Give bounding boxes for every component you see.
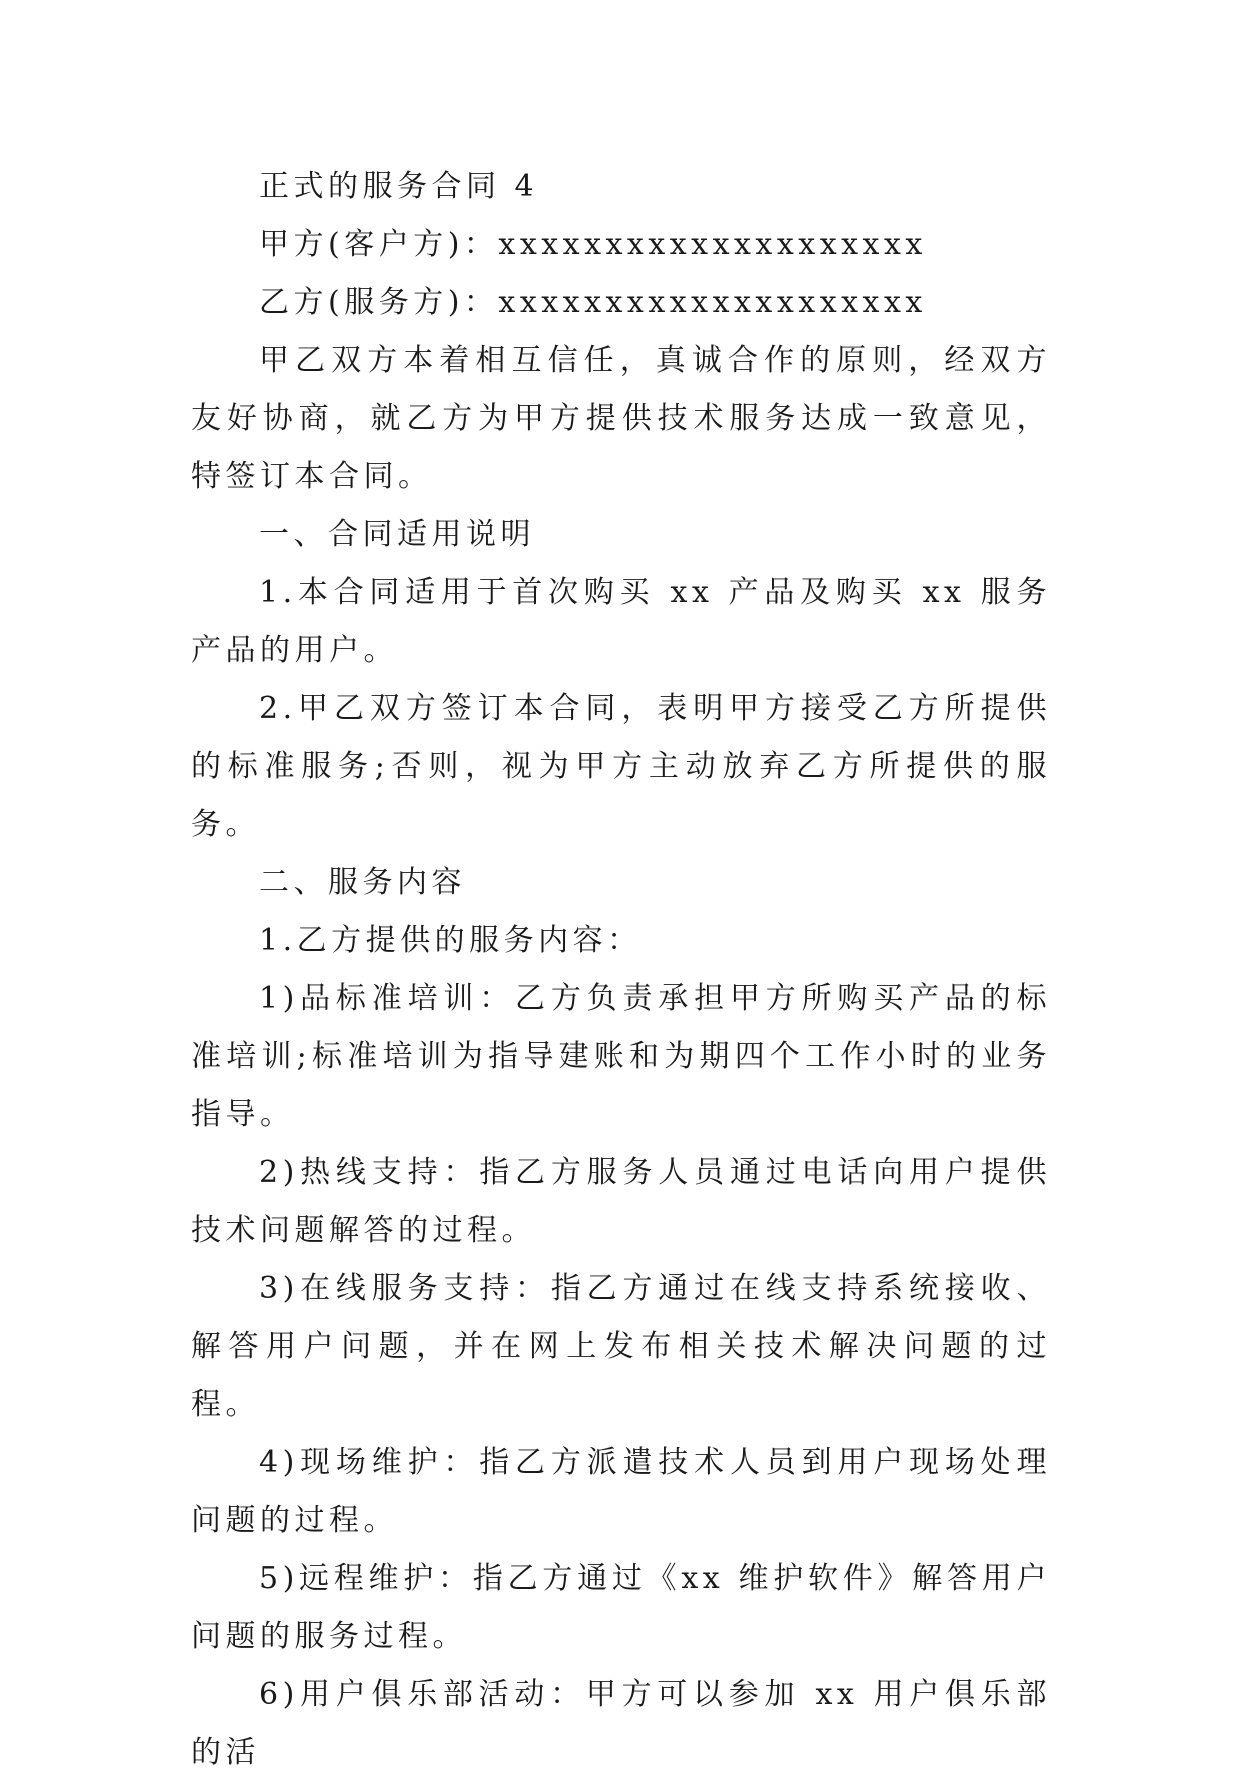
clause-paragraph: 1.乙方提供的服务内容： [259,923,642,958]
sub-clause-paragraph: 3)在线服务支持：指乙方通过在线支持系统接收、解答用户问题，并在网上发布相关技术解决问题的过程。 [191,1271,1051,1422]
sub-clause-paragraph: 5)远程维护：指乙方通过《xx 维护软件》解答用户问题的服务过程。 [191,1561,1051,1654]
sub-clause-paragraph: 1)品标准培训：乙方负责承担甲方所购买产品的标准培训;标准培训为指导建账和为期四个工作小时的业务指导。 [191,981,1051,1132]
clause-paragraph: 2.甲乙双方签订本合同，表明甲方接受乙方所提供的标准服务;否则，视为甲方主动放弃乙方所提供的服务。 [191,691,1051,842]
party-b-line: 乙方(服务方)：xxxxxxxxxxxxxxxxxxxx [259,285,927,320]
section-heading: 一、合同适用说明 [259,517,535,552]
section-heading: 二、服务内容 [259,865,466,900]
document-title: 正式的服务合同 4 [259,169,539,204]
sub-clause-paragraph: 2)热线支持：指乙方服务人员通过电话向用户提供技术问题解答的过程。 [191,1155,1051,1248]
clause-paragraph: 1.本合同适用于首次购买 xx 产品及购买 xx 服务产品的用户。 [191,575,1051,668]
sub-clause-paragraph: 4)现场维护：指乙方派遣技术人员到用户现场处理问题的过程。 [191,1445,1051,1538]
sub-clause-paragraph: 6)用户俱乐部活动：甲方可以参加 xx 用户俱乐部的活 [191,1677,1051,1770]
party-a-line: 甲方(客户方)：xxxxxxxxxxxxxxxxxxxx [259,227,927,262]
document-body [191,158,1051,1782]
intro-paragraph: 甲乙双方本着相互信任，真诚合作的原则，经双方友好协商，就乙方为甲方提供技术服务达成一致意见，特签订本合同。 [191,343,1051,494]
